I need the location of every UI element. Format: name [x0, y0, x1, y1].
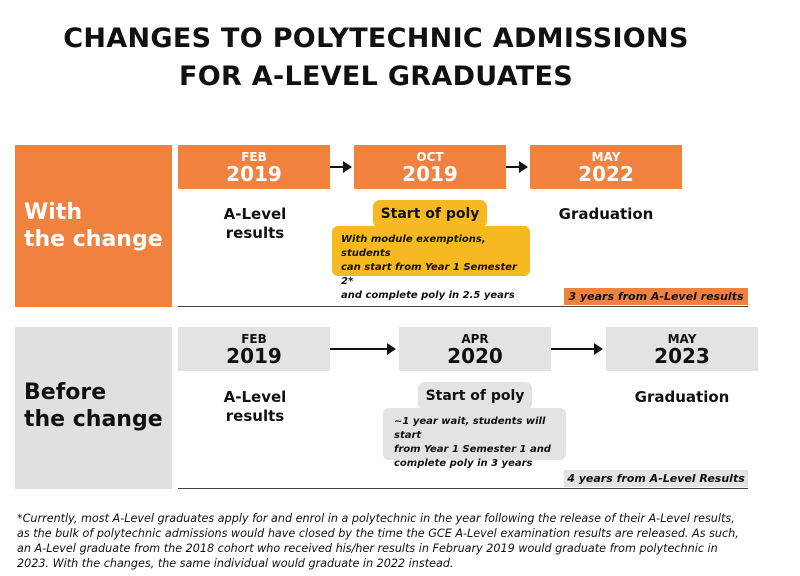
date-year: 2019 — [226, 344, 282, 368]
before-change-arrow-2 — [551, 348, 601, 350]
before-change-date-3 — [606, 327, 758, 371]
note-line-3: and complete poly in 2.5 years — [341, 290, 515, 301]
with-change-note — [332, 226, 530, 301]
note-line-2: from Year 1 Semester 1 and — [394, 444, 551, 455]
before-change-milestone-start-of-poly: Start of poly — [418, 382, 532, 410]
date-month: FEB — [241, 332, 267, 346]
footnote-line-1: *Currently, most A-Level graduates apply for and enrol in a polytechnic in the year following the release of their A-Level results, — [17, 512, 735, 525]
with-change-label-line-1: With — [24, 200, 82, 225]
with-change-baseline — [178, 306, 748, 307]
milestone-line-1: A-Level — [223, 388, 287, 406]
date-year: 2019 — [226, 162, 282, 186]
before-change-baseline — [178, 488, 748, 489]
before-change-date-1 — [178, 327, 330, 371]
date-month: MAY — [667, 332, 697, 346]
date-month: OCT — [416, 150, 444, 164]
date-year: 2023 — [654, 344, 710, 368]
with-change-milestone-start-of-poly: Start of poly — [373, 200, 487, 228]
date-year: 2022 — [578, 162, 634, 186]
footnote-line-3: an A-Level graduate from the 2018 cohort who received his/her results in February 2019 would graduate from polytechnic in — [17, 542, 718, 555]
with-change-label-line-2: the change — [24, 227, 163, 252]
footnote — [17, 511, 792, 571]
before-change-note — [383, 408, 566, 469]
before-change-arrow-1 — [330, 348, 394, 350]
with-change-arrow-1 — [330, 166, 350, 168]
milestone-line-1: A-Level — [223, 205, 287, 223]
before-change-duration-badge: 4 years from A-Level Results — [564, 470, 748, 487]
milestone-line-2: results — [225, 407, 285, 425]
note-line-2: can start from Year 1 Semester 2* — [341, 262, 517, 287]
footnote-line-4: 2023. With the changes, the same individual would graduate in 2022 instead. — [17, 557, 454, 570]
with-change-date-3 — [530, 145, 682, 189]
before-change-label-line-2: the change — [24, 407, 163, 432]
before-change-milestone-graduation: Graduation — [634, 388, 730, 406]
title-line-2: FOR A-LEVEL GRADUATES — [178, 61, 574, 92]
footnote-line-2: as the bulk of polytechnic admissions would have closed by the time the GCE A-Level examination results are released. As such, — [17, 527, 739, 540]
with-change-date-1 — [178, 145, 330, 189]
before-change-date-2 — [399, 327, 551, 371]
before-change-label-line-1: Before — [24, 380, 107, 405]
title-line-1: CHANGES TO POLYTECHNIC ADMISSIONS — [63, 23, 689, 54]
with-change-duration-badge: 3 years from A-Level results — [564, 288, 748, 305]
milestone-line-2: results — [225, 224, 285, 242]
date-year: 2020 — [447, 344, 503, 368]
note-line-1: With module exemptions, students — [341, 234, 486, 259]
date-month: FEB — [241, 150, 267, 164]
date-month: MAY — [591, 150, 621, 164]
note-line-3: complete poly in 3 years — [394, 458, 533, 469]
note-line-1: ~1 year wait, students will start — [394, 416, 546, 441]
with-change-date-2 — [354, 145, 506, 189]
with-change-milestone-alevel — [200, 205, 310, 243]
before-change-milestone-alevel — [200, 388, 310, 426]
with-change-side-label — [15, 145, 172, 307]
before-change-side-label — [15, 327, 172, 489]
with-change-arrow-2 — [506, 166, 526, 168]
with-change-milestone-graduation: Graduation — [558, 205, 654, 223]
date-year: 2019 — [402, 162, 458, 186]
date-month: APR — [461, 332, 489, 346]
page-title — [0, 20, 752, 96]
